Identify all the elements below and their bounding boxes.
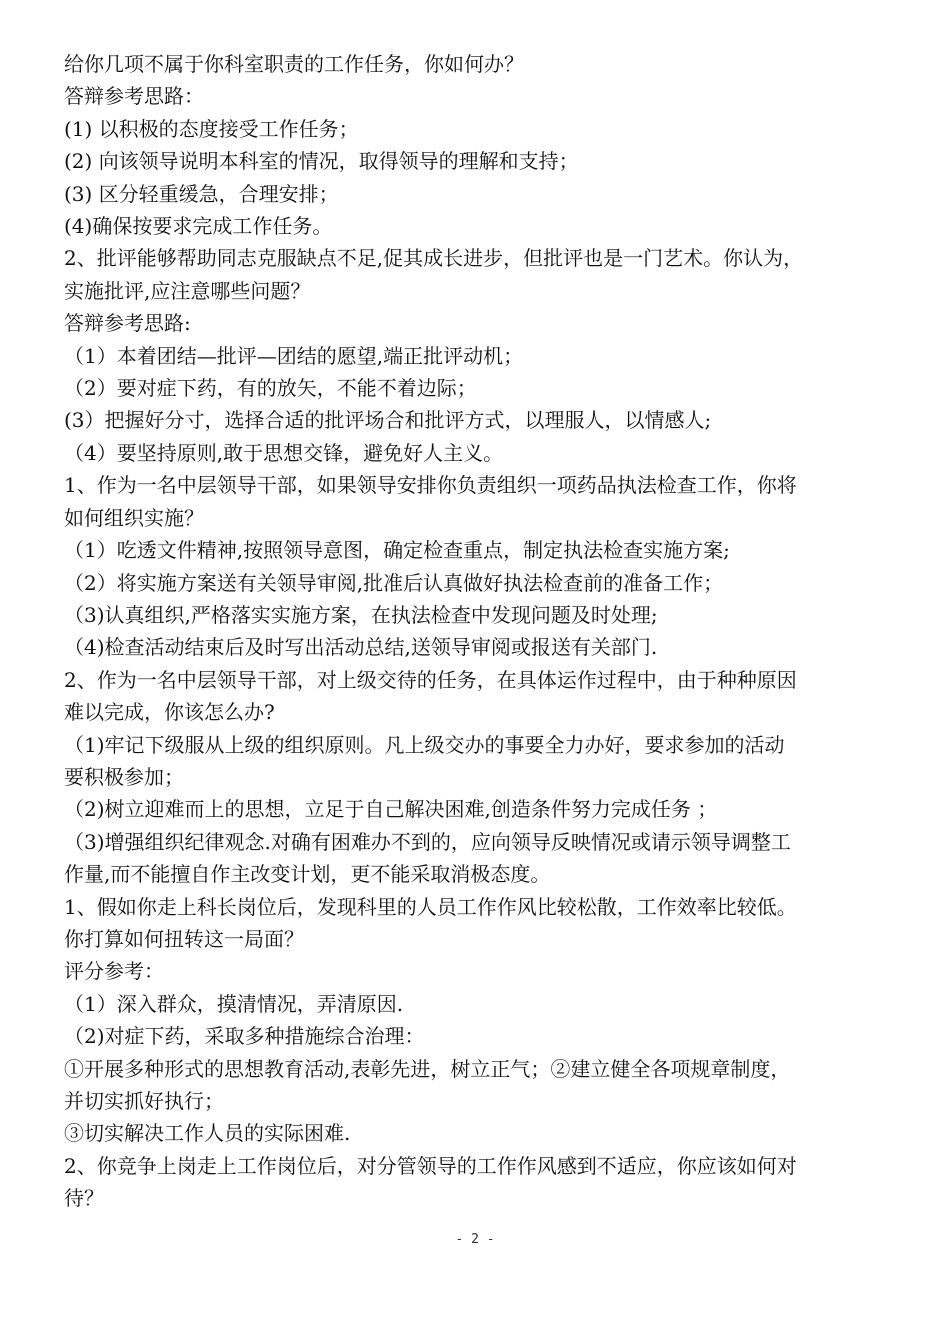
text-line: 1、假如你走上科长岗位后，发现科里的人员工作作风比较松散，工作效率比较低。 <box>64 894 797 919</box>
text-line: （1)牢记下级服从上级的组织原则。凡上级交办的事要全力办好，要求参加的活动 <box>64 732 785 757</box>
text-line: 答辩参考思路： <box>64 84 204 109</box>
text-line: （4）要坚持原则,敢于思想交锋，避免好人主义。 <box>64 440 504 465</box>
text-line: （2)树立迎难而上的思想，立足于自己解决困难,创造条件努力完成任务 ； <box>64 797 718 822</box>
text-line: 1、作为一名中层领导干部，如果领导安排你负责组织一项药品执法检查工作，你将 <box>64 473 797 498</box>
page-number: - 2 - <box>455 1232 495 1247</box>
text-line: （2）要对症下药，有的放矢，不能不着边际； <box>64 376 477 401</box>
text-line: 难以完成，你该怎么办? <box>64 700 275 725</box>
text-line: 2、作为一名中层领导干部，对上级交待的任务，在具体运作过程中，由于种种原因 <box>64 667 797 692</box>
text-line: 2、批评能够帮助同志克服缺点不足,促其成长进步，但批评也是一门艺术。你认为， <box>64 246 804 271</box>
text-line: （1）深入群众，摸清情况，弄清原因. <box>64 991 404 1016</box>
text-line: 评分参考： <box>64 959 164 984</box>
text-line: ③切实解决工作人员的实际困难. <box>64 1121 351 1146</box>
text-line: (3) 区分轻重缓急，合理安排； <box>64 181 339 206</box>
text-line: (4)确保按要求完成工作任务。 <box>64 214 333 239</box>
text-line: （4)检查活动结束后及时写出活动总结,送领导审阅或报送有关部门. <box>64 635 658 660</box>
text-line: 你打算如何扭转这一局面？ <box>64 926 304 951</box>
text-line: 给你几项不属于你科室职责的工作任务，你如何办？ <box>64 52 524 76</box>
text-line: （2）将实施方案送有关领导审阅,批准后认真做好执法检查前的准备工作； <box>64 570 724 595</box>
text-line: （3)增强组织纪律观念.对确有困难办不到的，应向领导反映情况或请示领导调整工 <box>64 829 791 854</box>
text-line: （1）吃透文件精神,按照领导意图，确定检查重点，制定执法检查实施方案; <box>64 538 730 563</box>
text-line: 并切实抓好执行； <box>64 1089 224 1113</box>
text-line: 2、你竞争上岗走上工作岗位后，对分管领导的工作作风感到不适应，你应该如何对 <box>64 1153 797 1178</box>
text-line: 实施批评,应注意哪些问题？ <box>64 278 311 303</box>
text-line: 待？ <box>64 1186 104 1211</box>
document-body <box>64 48 888 1215</box>
text-line: (3）把握好分寸，选择合适的批评场合和批评方式，以理服人，以情感人; <box>64 408 712 433</box>
text-line: （1）本着团结—批评—团结的愿望,端正批评动机； <box>64 343 524 368</box>
text-line: 如何组织实施？ <box>64 505 204 530</box>
text-line: （3)认真组织,严格落实实施方案，在执法检查中发现问题及时处理; <box>64 602 658 627</box>
text-line: (1) 以积极的态度接受工作任务； <box>64 116 359 141</box>
text-line: 答辩参考思路: <box>64 311 191 336</box>
text-line: 作量,而不能擅自作主改变计划，更不能采取消极态度。 <box>64 862 551 887</box>
text-line: ①开展多种形式的思想教育活动,表彰先进，树立正气；②建立健全各项规章制度， <box>64 1056 791 1081</box>
text-line: (2) 向该领导说明本科室的情况，取得领导的理解和支持； <box>64 149 579 174</box>
text-line: （2)对症下药，采取多种措施综合治理： <box>64 1024 425 1049</box>
text-line: 要积极参加； <box>64 764 184 789</box>
